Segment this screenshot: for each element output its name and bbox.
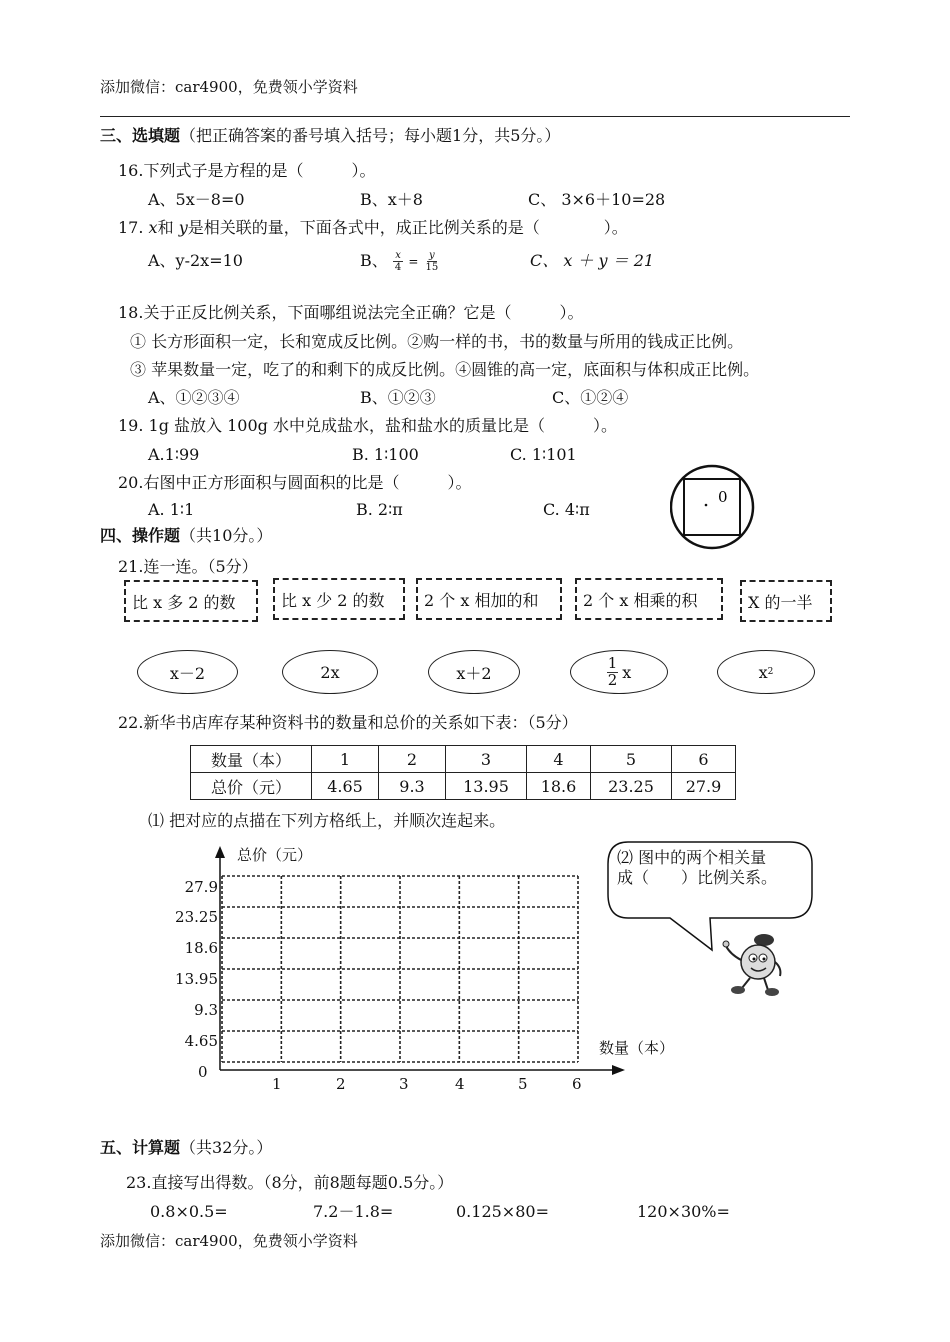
section-5-heading <box>100 1140 272 1156</box>
x-tick-label: 6 <box>572 1075 582 1093</box>
q20-option-c: C. 4∶π <box>543 500 590 519</box>
section-3-title: 三、选填题 <box>100 126 181 145</box>
q16-option-a: A、5x－8=0 <box>148 190 245 209</box>
table-cell: 4 <box>527 746 591 773</box>
q17-y: y <box>178 218 188 237</box>
q18-option-b: B、①②③ <box>360 388 436 407</box>
mascot-hat <box>754 934 774 946</box>
q19-option-a: A.1∶99 <box>148 445 200 464</box>
table-cell: 27.9 <box>672 773 736 800</box>
y-tick-label: 27.9 <box>184 878 218 896</box>
header-watermark: 添加微信：car4900，免费领小学资料 <box>100 78 358 96</box>
section-5-title: 五、计算题 <box>100 1138 181 1157</box>
q17-b-den2: 15 <box>425 262 439 273</box>
q21-oval4-var: x <box>622 662 632 682</box>
q21-oval5-exponent: 2 <box>767 667 774 677</box>
q16-option-b: B、x＋8 <box>360 190 423 209</box>
mascot-body <box>741 945 775 979</box>
q21-oval4-den: 2 <box>607 670 618 689</box>
x-tick-label: 1 <box>272 1075 282 1093</box>
y-axis-label: 总价（元） <box>237 846 313 864</box>
y-tick-label: 4.65 <box>184 1032 218 1050</box>
q17-b-eq: = <box>408 254 419 269</box>
x-tick-label: 4 <box>455 1075 465 1093</box>
q20-stem: 20.右图中正方形面积与圆面积的比是（ ）。 <box>118 473 472 492</box>
table-cell: 1 <box>312 746 379 773</box>
q17-mid: 和 <box>157 218 174 237</box>
q21-description-box-5[interactable]: X 的一半 <box>740 580 832 622</box>
q21-description-box-1[interactable]: 比 x 多 2 的数 <box>124 580 258 622</box>
section-5-note: （共32分。） <box>180 1138 273 1157</box>
q17-x: x <box>148 218 158 237</box>
q21-stem: 21.连一连。（5分） <box>118 557 258 576</box>
q23-item: 7.2－1.8= <box>313 1202 394 1221</box>
table-cell: 13.95 <box>446 773 527 800</box>
q21-expression-oval-2[interactable]: 2x <box>282 650 378 694</box>
table-row-label-price: 总价（元） <box>191 773 312 800</box>
origin-label: 0 <box>198 1063 208 1081</box>
q17-b-den1: 4 <box>394 262 402 273</box>
q17-option-a: A、y-2x=10 <box>148 251 243 270</box>
q21-oval4-num: 1 <box>607 653 618 672</box>
q19-stem: 19. 1g 盐放入 100g 水中兑成盐水，盐和盐水的质量比是（ ）。 <box>118 416 617 435</box>
table-cell: 9.3 <box>379 773 446 800</box>
q21-description-box-2[interactable]: 比 x 少 2 的数 <box>273 578 405 620</box>
section-3-note: （把正确答案的番号填入括号；每小题1分，共5分。） <box>180 126 561 145</box>
q17-b-num2: y <box>429 250 435 261</box>
q22-part-2-line-2: 成（ ）比例关系。 <box>617 868 778 887</box>
section-4-title: 四、操作题 <box>100 526 181 545</box>
y-tick-label: 18.6 <box>184 939 218 957</box>
cartoon-mascot <box>720 932 790 998</box>
q23-item: 0.8×0.5= <box>150 1202 228 1221</box>
q21-expression-oval-1[interactable]: x－2 <box>137 650 238 694</box>
q20-option-a: A. 1∶1 <box>148 500 195 519</box>
x-tick-label: 2 <box>336 1075 346 1093</box>
table-cell: 6 <box>672 746 736 773</box>
q18-option-a: A、①②③④ <box>148 388 240 407</box>
q21-description-box-3[interactable]: 2 个 x 相加的和 <box>416 578 562 620</box>
q21-expression-oval-3[interactable]: x＋2 <box>428 650 520 694</box>
y-tick-label: 9.3 <box>194 1001 218 1019</box>
grid-chart-grid <box>222 876 578 1062</box>
q19-option-c: C. 1∶101 <box>510 445 577 464</box>
q22-part-2-line-1: ⑵ 图中的两个相关量 <box>617 848 767 867</box>
q19-option-b: B. 1∶100 <box>352 445 419 464</box>
footer-watermark: 添加微信：car4900，免费领小学资料 <box>100 1232 358 1250</box>
q17-b-prefix: B、 <box>360 251 388 270</box>
y-axis-arrow <box>215 846 225 858</box>
q23-item: 0.125×80= <box>456 1202 549 1221</box>
q18-statement-line-1: ① 长方形面积一定，长和宽成反比例。②购一样的书，书的数量与所用的钱成正比例。 <box>130 332 744 351</box>
q17-option-c: C、 x ＋ y ＝ 21 <box>530 251 655 270</box>
x-tick-label: 3 <box>399 1075 409 1093</box>
q20-center-label: 0 <box>718 488 728 506</box>
q17-b-num1: x <box>395 250 401 261</box>
q16-stem: 16.下列式子是方程的是（ ）。 <box>118 161 376 180</box>
table-cell: 4.65 <box>312 773 379 800</box>
q18-stem: 18.关于正反比例关系，下面哪组说法完全正确？它是（ ）。 <box>118 303 584 322</box>
mascot-shoe-left <box>731 986 745 994</box>
y-tick-label: 23.25 <box>175 908 218 926</box>
table-row-label-quantity: 数量（本） <box>191 746 312 773</box>
q23-item: 120×30%= <box>637 1202 730 1221</box>
q18-statement-line-2: ③ 苹果数量一定，吃了的和剩下的成反比例。④圆锥的高一定，底面积与体积成正比例。 <box>130 360 760 379</box>
q18-option-c: C、①②④ <box>552 388 629 407</box>
q17-number: 17. <box>118 218 144 237</box>
q22-stem: 22.新华书店库存某种资料书的数量和总价的关系如下表：（5分） <box>118 713 578 732</box>
x-tick-label: 5 <box>518 1075 528 1093</box>
table-cell: 18.6 <box>527 773 591 800</box>
q23-stem: 23.直接写出得数。（8分，前8题每题0.5分。） <box>126 1173 454 1192</box>
table-cell: 3 <box>446 746 527 773</box>
q17-stem-rest: 是相关联的量，下面各式中，成正比例关系的是（ ）。 <box>187 218 628 237</box>
y-tick-label: 13.95 <box>175 970 218 988</box>
table-cell: 2 <box>379 746 446 773</box>
table-cell: 5 <box>591 746 672 773</box>
section-4-note: （共10分。） <box>180 526 273 545</box>
q21-description-box-4[interactable]: 2 个 x 相乘的积 <box>575 578 723 620</box>
x-axis-label: 数量（本） <box>599 1039 675 1057</box>
q16-option-c: C、 3×6＋10=28 <box>528 190 666 209</box>
q20-option-b: B. 2∶π <box>356 500 403 519</box>
table-cell: 23.25 <box>591 773 672 800</box>
q21-oval5-base: x <box>758 662 768 682</box>
x-axis-arrow <box>612 1065 625 1075</box>
mascot-shoe-right <box>765 988 779 996</box>
q22-part-1: ⑴ 把对应的点描在下列方格纸上，并顺次连起来。 <box>148 811 506 830</box>
